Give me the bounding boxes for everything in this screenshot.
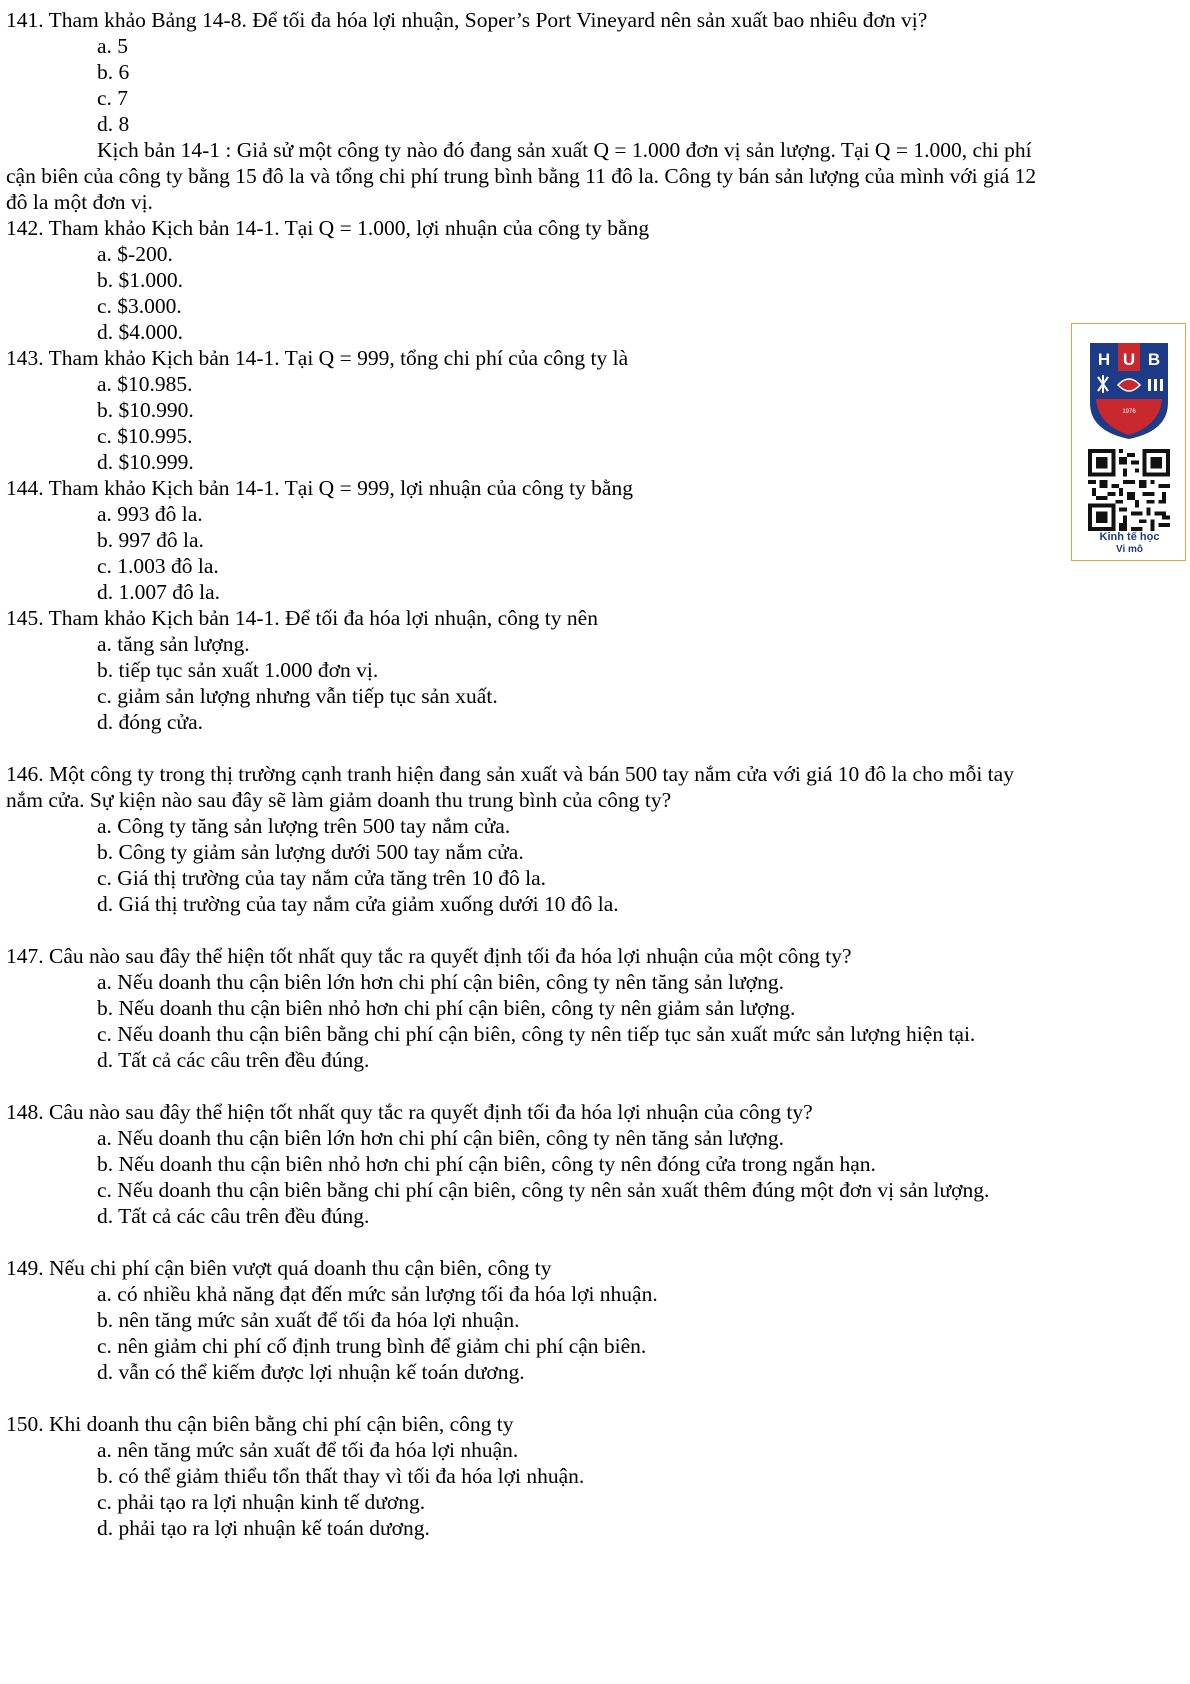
option-142-c: c. $3.000. xyxy=(97,294,182,318)
qr-code-icon xyxy=(1088,448,1170,532)
question-141: 141. Tham khảo Bảng 14-8. Để tối đa hóa lợi nhuận, Soper’s Port Vineyard nên sản xuất bao nhiêu đơn vị? xyxy=(6,8,928,32)
option-142-b: b. $1.000. xyxy=(97,268,183,292)
option-149-b: b. nên tăng mức sản xuất để tối đa hóa lợi nhuận. xyxy=(97,1308,520,1332)
logo-letter-u: U xyxy=(1122,350,1136,369)
option-144-d: d. 1.007 đô la. xyxy=(97,580,221,604)
question-144: 144. Tham khảo Kịch bản 14-1. Tại Q = 999, lợi nhuận của công ty bằng xyxy=(6,476,633,500)
question-143: 143. Tham khảo Kịch bản 14-1. Tại Q = 999, tổng chi phí của công ty là xyxy=(6,346,629,370)
question-150: 150. Khi doanh thu cận biên bằng chi phí cận biên, công ty xyxy=(6,1412,514,1436)
scenario-line-1: Kịch bản 14-1 : Giả sử một công ty nào đó đang sản xuất Q = 1.000 đơn vị sản lượng. Tại Q = 1.000, chi phí xyxy=(97,138,1032,162)
option-142-a: a. $-200. xyxy=(97,242,173,266)
scenario-line-3: đô la một đơn vị. xyxy=(6,190,153,214)
option-150-b: b. có thể giảm thiểu tổn thất thay vì tối đa hóa lợi nhuận. xyxy=(97,1464,585,1488)
option-146-d: d. Giá thị trường của tay nắm cửa giảm xuống dưới 10 đô la. xyxy=(97,892,619,916)
option-142-d: d. $4.000. xyxy=(97,320,183,344)
question-146-line-1: 146. Một công ty trong thị trường cạnh tranh hiện đang sản xuất và bán 500 tay nắm cửa với giá 10 đô la cho mỗi tay xyxy=(6,762,1014,786)
option-147-d: d. Tất cả các câu trên đều đúng. xyxy=(97,1048,370,1072)
option-144-b: b. 997 đô la. xyxy=(97,528,204,552)
logo-caption-branch: Vi mô xyxy=(1115,544,1144,555)
hub-logo-card xyxy=(1071,323,1186,561)
option-148-b: b. Nếu doanh thu cận biên nhỏ hơn chi phí cận biên, công ty nên đóng cửa trong ngắn hạn. xyxy=(97,1152,876,1176)
option-143-b: b. $10.990. xyxy=(97,398,194,422)
option-143-a: a. $10.985. xyxy=(97,372,193,396)
option-143-d: d. $10.999. xyxy=(97,450,194,474)
option-150-a: a. nên tăng mức sản xuất để tối đa hóa lợi nhuận. xyxy=(97,1438,519,1462)
option-146-b: b. Công ty giảm sản lượng dưới 500 tay nắm cửa. xyxy=(97,840,524,864)
option-145-d: d. đóng cửa. xyxy=(97,710,203,734)
option-148-a: a. Nếu doanh thu cận biên lớn hơn chi phí cận biên, công ty nên tăng sản lượng. xyxy=(97,1126,785,1150)
option-146-c: c. Giá thị trường của tay nắm cửa tăng trên 10 đô la. xyxy=(97,866,547,890)
option-150-c: c. phải tạo ra lợi nhuận kinh tế dương. xyxy=(97,1490,426,1514)
hub-shield-logo xyxy=(1088,341,1170,441)
option-146-a: a. Công ty tăng sản lượng trên 500 tay nắm cửa. xyxy=(97,814,511,838)
logo-caption-subject: Kinh tế học xyxy=(1099,531,1160,543)
option-150-d: d. phải tạo ra lợi nhuận kế toán dương. xyxy=(97,1516,430,1540)
option-147-c: c. Nếu doanh thu cận biên bằng chi phí cận biên, công ty nên tiếp tục sản xuất mức sản lượng hiện tại. xyxy=(97,1022,976,1046)
question-148: 148. Câu nào sau đây thể hiện tốt nhất quy tắc ra quyết định tối đa hóa lợi nhuận của công ty? xyxy=(6,1100,813,1124)
option-144-c: c. 1.003 đô la. xyxy=(97,554,219,578)
option-141-c: c. 7 xyxy=(97,86,129,110)
question-145: 145. Tham khảo Kịch bản 14-1. Để tối đa hóa lợi nhuận, công ty nên xyxy=(6,606,598,630)
question-149: 149. Nếu chi phí cận biên vượt quá doanh thu cận biên, công ty xyxy=(6,1256,552,1280)
question-147: 147. Câu nào sau đây thể hiện tốt nhất quy tắc ra quyết định tối đa hóa lợi nhuận của một công ty? xyxy=(6,944,852,968)
option-148-c: c. Nếu doanh thu cận biên bằng chi phí cận biên, công ty nên sản xuất thêm đúng một đơn vị sản lượng. xyxy=(97,1178,990,1202)
option-147-b: b. Nếu doanh thu cận biên nhỏ hơn chi phí cận biên, công ty nên giảm sản lượng. xyxy=(97,996,796,1020)
scenario-line-2: cận biên của công ty bằng 15 đô la và tổng chi phí trung bình bằng 11 đô la. Công ty bán sản lượng của mình với giá 12 xyxy=(6,164,1037,188)
option-141-a: a. 5 xyxy=(97,34,129,58)
option-149-c: c. nên giảm chi phí cố định trung bình để giảm chi phí cận biên. xyxy=(97,1334,647,1358)
option-144-a: a. 993 đô la. xyxy=(97,502,203,526)
logo-letter-h: H xyxy=(1097,350,1111,369)
option-145-a: a. tăng sản lượng. xyxy=(97,632,250,656)
option-141-d: d. 8 xyxy=(97,112,130,136)
option-148-d: d. Tất cả các câu trên đều đúng. xyxy=(97,1204,370,1228)
option-141-b: b. 6 xyxy=(97,60,130,84)
option-145-c: c. giảm sản lượng nhưng vẫn tiếp tục sản xuất. xyxy=(97,684,498,708)
question-146-line-2: nắm cửa. Sự kiện nào sau đây sẽ làm giảm doanh thu trung bình của công ty? xyxy=(6,788,672,812)
option-149-d: d. vẫn có thể kiếm được lợi nhuận kế toán dương. xyxy=(97,1360,525,1384)
option-143-c: c. $10.995. xyxy=(97,424,193,448)
option-147-a: a. Nếu doanh thu cận biên lớn hơn chi phí cận biên, công ty nên tăng sản lượng. xyxy=(97,970,785,994)
option-149-a: a. có nhiều khả năng đạt đến mức sản lượng tối đa hóa lợi nhuận. xyxy=(97,1282,658,1306)
logo-letter-b: B xyxy=(1147,350,1161,369)
logo-year: 1976 xyxy=(1122,409,1136,415)
option-145-b: b. tiếp tục sản xuất 1.000 đơn vị. xyxy=(97,658,379,682)
question-142: 142. Tham khảo Kịch bản 14-1. Tại Q = 1.000, lợi nhuận của công ty bằng xyxy=(6,216,650,240)
